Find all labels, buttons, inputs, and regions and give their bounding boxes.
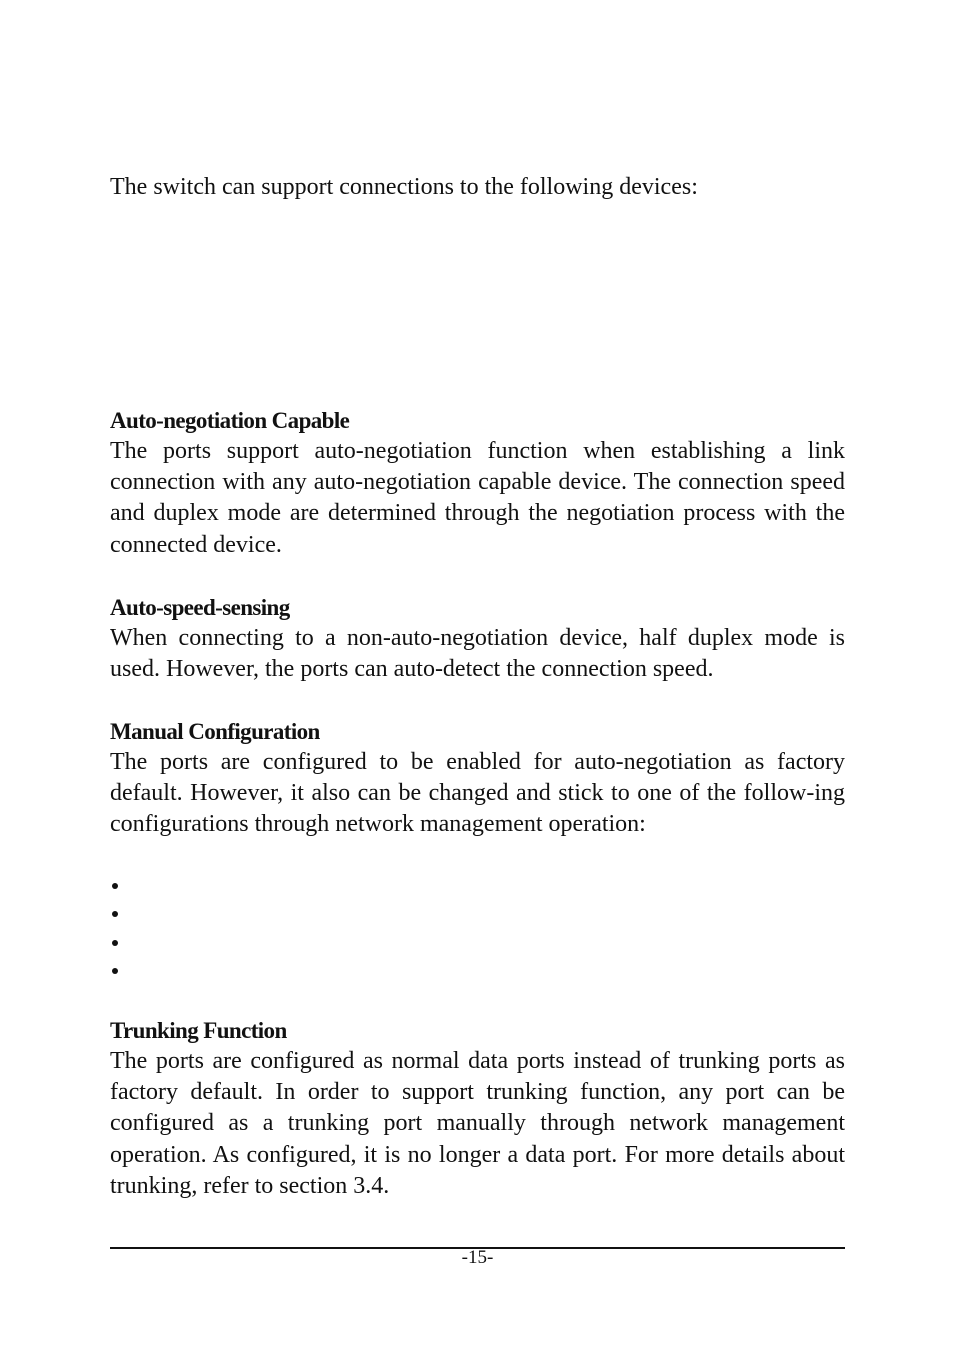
section-heading: Trunking Function	[110, 1018, 287, 1043]
list-item	[110, 927, 118, 956]
list-item	[110, 870, 118, 899]
list-item	[110, 956, 118, 985]
intro-paragraph: The switch can support connections to the following devices:	[110, 174, 698, 200]
page-number: -15-	[461, 1247, 494, 1268]
section-heading: Auto-negotiation Capable	[110, 408, 350, 433]
bullet-icon	[112, 968, 118, 974]
section-body: The ports support auto-negotiation function when establishing a link connection with any auto-negotiation capable device. The connection speed and duplex mode are determined through the negotiation process with the connected device.	[110, 438, 845, 558]
section-body: When connecting to a non-auto-negotiation device, half duplex mode is used. However, the ports can auto-detect the connection speed.	[110, 625, 845, 683]
bullet-icon	[112, 911, 118, 917]
section-body: The ports are configured as normal data ports instead of trunking ports as factory default. In order to support trunking function, any port can be configured as a trunking port manually through network management operation. As configured, it is no longer a data port. For more details about trunking, refer to section 3.4.	[110, 1048, 845, 1199]
section-trunking-function	[110, 1015, 845, 1202]
section-auto-speed-sensing	[110, 592, 845, 685]
list-item	[110, 899, 118, 928]
bullet-icon	[112, 883, 118, 889]
document-page	[110, 0, 845, 1359]
bullet-list	[110, 870, 118, 984]
section-body: The ports are configured to be enabled for auto-negotiation as factory default. However, it also can be changed and stick to one of the follow-ing configurations through network management operation:	[110, 749, 845, 838]
bullet-icon	[112, 940, 118, 946]
section-manual-configuration	[110, 716, 845, 841]
section-auto-negotiation	[110, 405, 845, 561]
section-heading: Manual Configuration	[110, 719, 320, 744]
section-heading: Auto-speed-sensing	[110, 595, 290, 620]
